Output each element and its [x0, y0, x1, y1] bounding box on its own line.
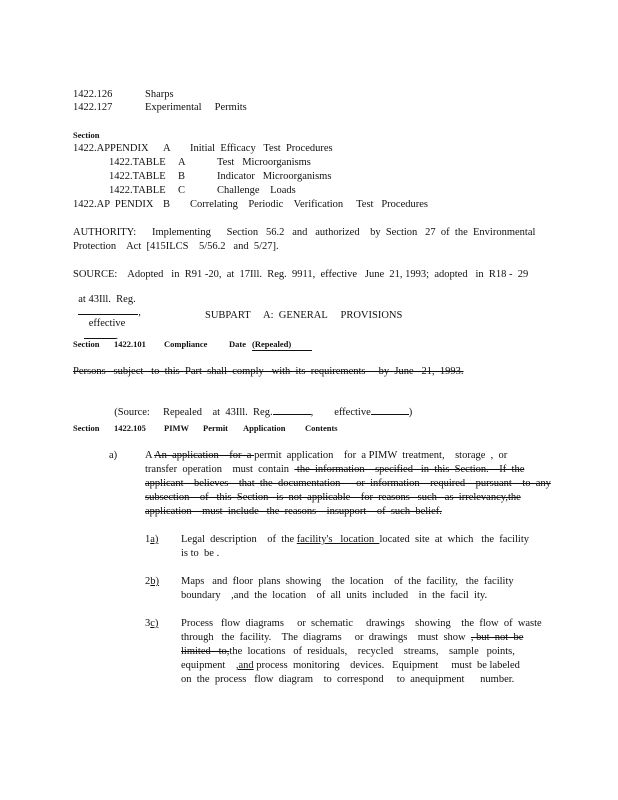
source-line-1: SOURCE: Adopted in R91 -20, at 17Ill. Reg. 9911, effective June 21, 1993; adopted in R18 - 29: [73, 269, 529, 280]
item-3-l3-strike: limited to,: [181, 646, 230, 657]
item-3-line-4: [181, 660, 520, 671]
table-a-title: Test Microorganisms: [217, 157, 311, 168]
sec105-title-application: Application: [243, 423, 286, 433]
item-3-line-2: [181, 632, 523, 643]
item-a-l2-a: transfer operation must contain: [145, 464, 295, 475]
sec105-label: Section: [73, 423, 100, 433]
table-c-title: Challenge Loads: [217, 185, 296, 196]
source-reg-blank: [78, 305, 138, 315]
sec101-source: [109, 394, 412, 418]
subpart-heading: SUBPART A: GENERAL PROVISIONS: [205, 310, 403, 321]
appendix-b-title: Correlating Periodic Verification Test Procedures: [190, 199, 428, 210]
appendix-a-letter: A: [163, 143, 171, 154]
source-line-2: [73, 283, 141, 342]
item-1-suffix: a): [150, 534, 159, 545]
item-a-l5-tail: [442, 506, 445, 517]
source-comma: ,: [138, 307, 141, 318]
sec101-source-effective: effective: [334, 407, 371, 418]
source-effective: effective: [88, 318, 126, 329]
appendix-b-letter: B: [163, 199, 171, 210]
toc-num-126: 1422.126: [73, 89, 113, 100]
item-3-line-1: Process flow diagrams or schematic drawings showing the flow of waste: [181, 618, 542, 629]
item-3-l2-a: through the facility. The diagrams or drawings must show: [181, 632, 471, 643]
item-1-label: [145, 534, 158, 545]
item-1-l1-a: Legal description of the: [181, 534, 297, 545]
item-1-number: 1: [145, 534, 151, 545]
item-a-line-5: [145, 506, 444, 517]
item-3-l3-b: the locations of residuals, recycled streams, sample points,: [229, 646, 515, 657]
appendix-a-num: 1422.APPENDIX: [73, 143, 149, 154]
item-3-l4-a: equipment: [181, 660, 236, 671]
item-a-l1-strike: An application for a: [154, 450, 255, 461]
sec101-reg-blank: [273, 405, 311, 415]
sec101-source-close: ): [408, 407, 413, 418]
item-1-line-2: is to be .: [181, 548, 220, 559]
section-label: Section: [73, 130, 100, 140]
item-3-label: [145, 618, 158, 629]
item-a-line-4: subsection of this Section is not applicable for reasons such as irrelevancy,the: [145, 492, 521, 503]
table-c-num: 1422.TABLE: [109, 185, 166, 196]
sec101-source-comma: ,: [310, 407, 314, 418]
sec101-effective-blank: [371, 405, 409, 415]
sec101-status: (Repealed): [252, 339, 292, 349]
sec101-underline: [252, 350, 312, 351]
table-b-letter: B: [178, 171, 186, 182]
item-3-line-5: on the process flow diagram to correspond to anequipment number.: [181, 674, 515, 685]
sec101-label: Section: [73, 339, 100, 349]
item-2-label: [145, 576, 159, 587]
item-3-l4-u: ,and: [235, 660, 254, 671]
source-period: .: [115, 331, 119, 342]
item-a-line-3: applicant believes that the documentation or information required pursuant to any: [145, 478, 551, 489]
item-3-line-3: [181, 646, 515, 657]
table-b-title: Indicator Microorganisms: [217, 171, 332, 182]
sec105-title-permit: Permit: [203, 423, 229, 433]
appendix-b-num: 1422.AP PENDIX: [73, 199, 154, 210]
item-a-l1-b: permit application for a PIMW treatment, storage , or: [254, 450, 508, 461]
sec101-body: Persons subject to this Part shall comply with its requirements by June 21, 1993.: [73, 366, 464, 377]
source-effective-blank: [84, 329, 116, 339]
sec105-num: 1422.105: [114, 423, 146, 433]
item-a-l2-strike: the information specified in this Section. If the: [294, 464, 525, 475]
item-2-line-2: boundary ,and the location of all units included in the facil ity.: [181, 590, 488, 601]
item-1-line-1: [181, 534, 529, 545]
sec101-title: Compliance: [164, 339, 208, 349]
item-a-line-2: [145, 464, 524, 475]
table-c-letter: C: [178, 185, 186, 196]
sec105-title-contents: Contents: [305, 423, 338, 433]
authority-line-2: Protection Act [415ILCS 5/56.2 and 5/27].: [73, 241, 279, 252]
toc-num-127: 1422.127: [73, 102, 113, 113]
item-3-l4-b: process monitoring devices. Equipment must be labeled: [253, 660, 520, 671]
table-b-num: 1422.TABLE: [109, 171, 166, 182]
item-2-line-1: Maps and floor plans showing the location of the facility, the facility: [181, 576, 514, 587]
toc-title-127: Experimental Permits: [145, 102, 247, 113]
item-3-number: 3: [145, 618, 151, 629]
item-3-suffix: c): [150, 618, 159, 629]
item-1-l1-b: located site at which the facility: [379, 534, 530, 545]
item-1-l1-u: facility's location: [296, 534, 380, 545]
sec105-title-pimw: PIMW: [164, 423, 190, 433]
item-2-suffix: b): [150, 576, 159, 587]
item-a-line-1: [145, 450, 507, 461]
appendix-a-title: Initial Efficacy Test Procedures: [190, 143, 333, 154]
sec101-date: Date: [229, 339, 246, 349]
item-a-l5-strike: application must include the reasons insupport of such belief.: [145, 506, 442, 517]
source-reg: at 43Ill. Reg.: [78, 294, 136, 305]
authority-line-1: AUTHORITY: Implementing Section 56.2 and authorized by Section 27 of the Environmental: [73, 227, 536, 238]
item-3-l2-strike: , but not be: [470, 632, 524, 643]
table-a-letter: A: [178, 157, 186, 168]
sec101-num: 1422.101: [114, 339, 146, 349]
item-a-l1-a: A: [145, 450, 155, 461]
sec101-source-reg: (Source: Repealed at 43Ill. Reg.: [114, 407, 273, 418]
item-a-label: a): [109, 450, 118, 461]
table-a-num: 1422.TABLE: [109, 157, 166, 168]
item-2-number: 2: [145, 576, 151, 587]
toc-title-126: Sharps: [145, 89, 174, 100]
